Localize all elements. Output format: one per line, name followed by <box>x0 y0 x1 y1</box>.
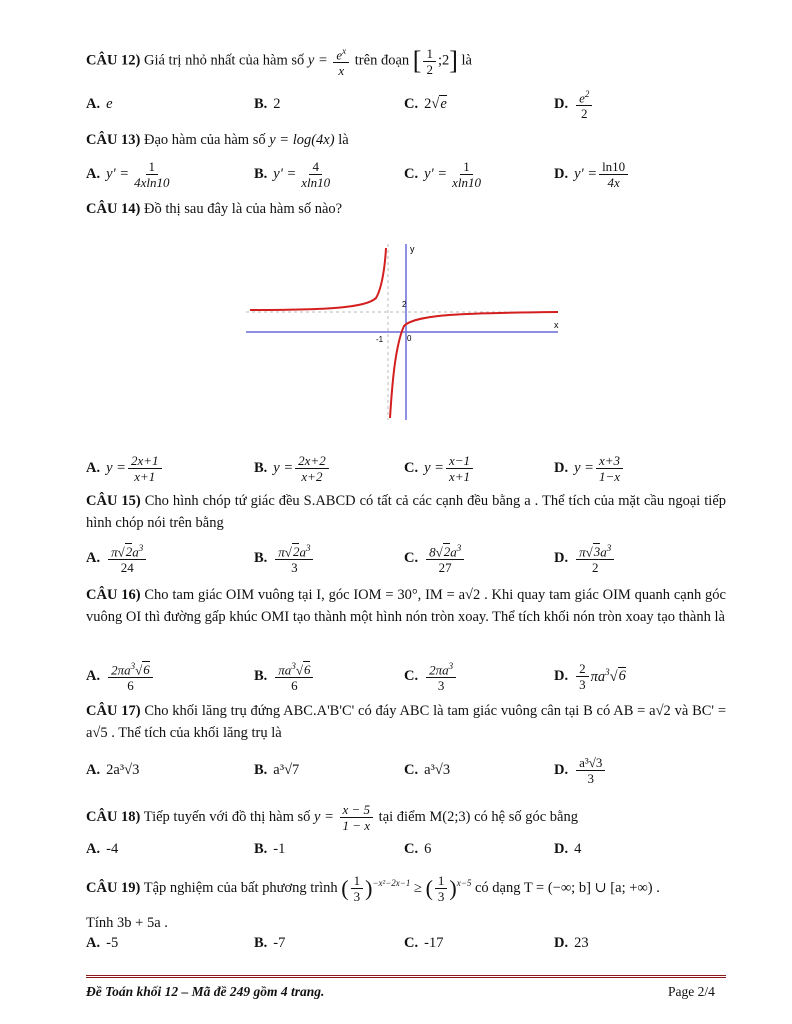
graph-x-label: x <box>554 320 559 330</box>
q17-options <box>86 750 726 790</box>
q19-option-a[interactable]: A. -5 <box>86 934 119 951</box>
q19-options <box>86 922 726 962</box>
q18-options <box>86 829 726 869</box>
q16-option-c[interactable]: C. $\frac{2\pi a^3}{3}$ <box>404 656 458 696</box>
q12-end: là <box>461 52 472 69</box>
q13-option-c[interactable]: C. y' = $\frac{1}{xln10}$ <box>404 158 481 190</box>
q18-option-a[interactable]: A. -4 <box>86 840 119 857</box>
q14-options <box>86 448 726 488</box>
graph-origin: 0 <box>407 334 412 343</box>
q12-option-d[interactable]: D. $\frac{e^2}{2}$ <box>554 84 594 124</box>
q14-option-c[interactable]: C. y = $\frac{x-1}{x+1}$ <box>404 448 475 488</box>
q14-option-b[interactable]: B. y = $\frac{2x+2}{x+2}$ <box>254 448 331 488</box>
q12-option-b[interactable]: B. 2 <box>254 95 281 112</box>
q15-option-d[interactable]: D. $\frac{\pi√3a^3}{2}$ <box>554 538 616 578</box>
q16-option-a[interactable]: A. $\frac{2\pi a^3√6}{6}$ <box>86 656 155 696</box>
q13-option-d[interactable]: D. y' = $\frac{\ln 10}{4x}$ <box>554 154 630 194</box>
q19-line2: Tính 3b + 5a . <box>86 915 168 931</box>
q17-option-d[interactable]: D. $\frac{\text{a³√3}}{3}$ <box>554 750 607 790</box>
q18-option-c[interactable]: C. 6 <box>404 840 432 857</box>
q15-options <box>86 538 726 578</box>
q17-option-c[interactable]: C. a³√3 <box>404 761 451 778</box>
question-16: CÂU 16) Cho tam giác OIM vuông tại I, góc IOM = 30°, IM = a√2 . Khi quay tam giác OIM quanh cạnh góc vuông OI thì đường gấp khúc OMI tạo thành một hình nón tròn xoay. Thể tích khối nón tròn xoay tạo thành là <box>86 587 726 625</box>
q12-label: CÂU 12) <box>86 52 141 69</box>
question-17: CÂU 17) Cho khối lăng trụ đứng ABC.A'B'C' có đáy ABC là tam giác vuông cân tại B có AB = a√2 và BC' = a√5 . Thể tích của khối lăng trụ là <box>86 703 726 741</box>
q12-mid: trên đoạn <box>354 52 410 69</box>
question-15: CÂU 15) Cho hình chóp tứ giác đều S.ABCD có tất cả các cạnh đều bằng a . Thể tích của mặt cầu ngoại tiếp hình chóp nói trên bằng <box>86 493 727 531</box>
q12-options <box>86 84 726 124</box>
footer-divider <box>86 975 726 978</box>
q12-text: Giá trị nhỏ nhất của hàm số <box>144 52 305 69</box>
q19-option-d[interactable]: D. 23 <box>554 934 589 951</box>
footer-title: Đề Toán khối 12 – Mã đề 249 gồm 4 trang. <box>86 984 325 999</box>
q13-option-b[interactable]: B. y' = $\frac{4}{xln10}$ <box>254 158 331 190</box>
graph-y-label: y <box>410 244 415 254</box>
q14-option-a[interactable]: A. y = $\frac{2x+1}{x+1}$ <box>86 448 164 488</box>
q15-option-a[interactable]: A. $\frac{\pi√2a^3}{24}$ <box>86 538 148 578</box>
function-graph <box>246 236 566 426</box>
question-18: CÂU 18) Tiếp tuyến với đồ thị hàm số y = $\frac{x - 5}{1 - x}$ tại điểm M(2;3) có hệ số góc bằng <box>86 802 578 833</box>
q15-option-c[interactable]: C. $\frac{8√2a^3}{27}$ <box>404 538 466 578</box>
question-14: CÂU 14) Đồ thị sau đây là của hàm số nào? <box>86 201 343 217</box>
q19-option-c[interactable]: C. -17 <box>404 934 444 951</box>
q16-options <box>86 656 726 696</box>
q13-options <box>86 154 726 194</box>
page-number: Page 2/4 <box>668 984 715 999</box>
q12-option-c[interactable]: C. 2 √ e <box>404 95 447 112</box>
q17-option-b[interactable]: B. a³√7 <box>254 761 300 778</box>
q13-option-a[interactable]: A. y' = $\frac{1}{4xln10}$ <box>86 158 170 190</box>
q18-option-b[interactable]: B. -1 <box>254 840 286 857</box>
q16-option-b[interactable]: B. $\frac{\pi a^3√6}{6}$ <box>254 656 315 696</box>
q12-option-a[interactable]: A. e <box>86 95 113 112</box>
question-12: CÂU 12) Giá trị nhỏ nhất của hàm số y = $\frac{e^x}{x}$ trên đoạn [ $\frac{1}{2}$ ;2] là <box>86 45 472 79</box>
q14-option-d[interactable]: D. y = $\frac{x+3}{1-x}$ <box>554 448 625 488</box>
q15-option-b[interactable]: B. $\frac{\pi√2a^3}{3}$ <box>254 538 315 578</box>
q18-option-d[interactable]: D. 4 <box>554 840 582 857</box>
q19-option-b[interactable]: B. -7 <box>254 934 286 951</box>
graph-tick-y: 2 <box>402 300 407 309</box>
question-13: CÂU 13) Đạo hàm của hàm số y = log(4x) là <box>86 132 349 148</box>
graph-tick-x: -1 <box>376 335 384 344</box>
question-19: CÂU 19) Tập nghiệm của bất phương trình ( $\frac{1}{3}$ )$^{-x^2-2x-1}$ ≥ ( $\frac{1}{3}$ )$^{x-5}$ có dạng T = (−∞; b] ∪ [a; +∞) . <box>86 873 660 904</box>
q17-option-a[interactable]: A. 2a³√3 <box>86 761 140 778</box>
q16-option-d[interactable]: D. $\frac{2}{3}$ $\pi a^3√6$ <box>554 660 626 692</box>
